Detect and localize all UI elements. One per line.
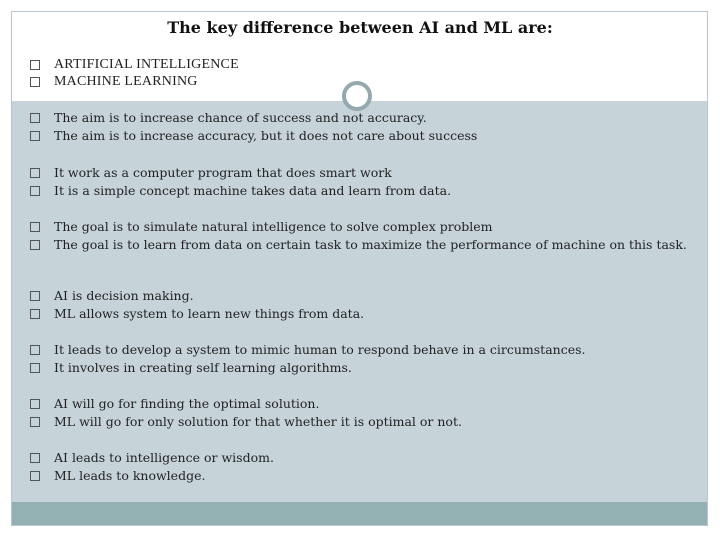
bullet-item — [30, 359, 690, 376]
bullet-item — [30, 182, 690, 199]
bullet-item — [30, 127, 690, 144]
checkbox-bullet-icon — [30, 309, 40, 319]
bullet-item — [30, 236, 690, 253]
bullet-text: ARTIFICIAL INTELLIGENCE — [54, 57, 239, 72]
bullet-item — [30, 449, 690, 466]
bullet-text: It leads to develop a system to mimic human to respond behave in a circumstances. — [54, 342, 586, 357]
checkbox-bullet-icon — [30, 363, 40, 373]
bullet-text: MACHINE LEARNING — [54, 74, 198, 89]
checkbox-bullet-icon — [30, 60, 40, 70]
checkbox-bullet-icon — [30, 291, 40, 301]
checkbox-bullet-icon — [30, 186, 40, 196]
bullet-text: It is a simple concept machine takes data and learn from data. — [54, 183, 452, 198]
bullet-text: The aim is to increase accuracy, but it does not care about success — [54, 128, 478, 143]
bullet-text: The aim is to increase chance of success and not accuracy. — [54, 110, 427, 125]
footer-bar — [12, 502, 707, 525]
bullet-item — [30, 164, 690, 181]
bullet-text: It involves in creating self learning algorithms. — [54, 360, 352, 375]
bullet-item — [30, 413, 690, 430]
checkbox-bullet-icon — [30, 471, 40, 481]
bullet-item — [30, 73, 690, 90]
checkbox-bullet-icon — [30, 131, 40, 141]
bullet-item — [30, 305, 690, 322]
bullet-text: AI is decision making. — [54, 288, 194, 303]
bullet-text: AI will go for finding the optimal solution. — [54, 396, 320, 411]
bullet-item — [30, 56, 690, 73]
bullet-text: The goal is to simulate natural intelligence to solve complex problem — [54, 219, 493, 234]
checkbox-bullet-icon — [30, 168, 40, 178]
bullet-item — [30, 467, 690, 484]
bullet-item — [30, 109, 690, 126]
checkbox-bullet-icon — [30, 222, 40, 232]
bullet-text: AI leads to intelligence or wisdom. — [54, 450, 274, 465]
slide-title: The key difference between AI and ML are: — [167, 18, 553, 37]
bullet-text: The goal is to learn from data on certain task to maximize the performance of machine on this task. — [54, 237, 687, 252]
bullet-text: ML will go for only solution for that whether it is optimal or not. — [54, 414, 462, 429]
bullet-text: It work as a computer program that does smart work — [54, 165, 392, 180]
bullet-item — [30, 218, 690, 235]
checkbox-bullet-icon — [30, 453, 40, 463]
bullet-item — [30, 395, 690, 412]
checkbox-bullet-icon — [30, 417, 40, 427]
checkbox-bullet-icon — [30, 399, 40, 409]
checkbox-bullet-icon — [30, 77, 40, 87]
checkbox-bullet-icon — [30, 240, 40, 250]
checkbox-bullet-icon — [30, 345, 40, 355]
bullet-text: ML allows system to learn new things from data. — [54, 306, 365, 321]
bullet-item — [30, 341, 690, 358]
checkbox-bullet-icon — [30, 113, 40, 123]
bullet-text: ML leads to knowledge. — [54, 468, 206, 483]
bullet-item — [30, 287, 690, 304]
